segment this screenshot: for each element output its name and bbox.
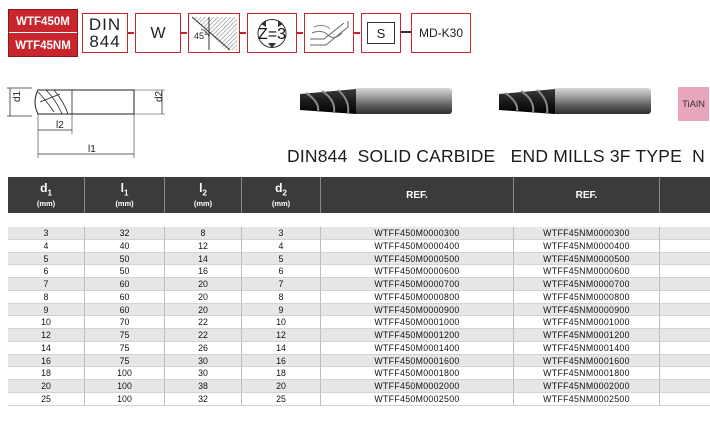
table-cell: 20 — [165, 291, 242, 304]
grade-badge — [411, 13, 471, 53]
table-cell: 4 — [8, 240, 85, 253]
table-cell: 3 — [242, 227, 321, 240]
table-cell: WTFF45NM0000800 — [514, 291, 660, 304]
table-cell-empty — [660, 240, 710, 253]
standard-label: DIN — [88, 15, 122, 34]
table-cell: 20 — [165, 278, 242, 291]
table-cell-empty — [660, 367, 710, 380]
table-cell: WTFF450M0000900 — [321, 304, 514, 317]
product-code-2: WTF45NM — [15, 40, 71, 52]
table-cell: 10 — [8, 316, 85, 329]
table-cell: 18 — [8, 367, 85, 380]
table-cell: 75 — [85, 355, 165, 368]
table-cell: 14 — [242, 342, 321, 355]
helix-badge — [188, 13, 240, 53]
table-cell: 70 — [85, 316, 165, 329]
table-cell: 22 — [165, 316, 242, 329]
table-header — [8, 177, 710, 213]
shank-badge — [135, 13, 181, 53]
table-cell: 20 — [8, 380, 85, 393]
table-row — [8, 265, 710, 278]
table-row — [8, 304, 710, 317]
flutes-label: Z=3 — [257, 25, 287, 43]
table-cell: WTFF45NM0001000 — [514, 316, 660, 329]
table-cell: WTFF450M0000300 — [321, 227, 514, 240]
table-cell: 30 — [165, 355, 242, 368]
tolerance-connector — [401, 31, 411, 33]
table-cell: 100 — [85, 367, 165, 380]
table-cell: 8 — [165, 227, 242, 240]
three-flute-icon — [249, 15, 295, 52]
shank-label: W — [150, 24, 166, 42]
table-cell: 7 — [8, 278, 85, 291]
table-row — [8, 278, 710, 291]
table-cell-empty — [660, 393, 710, 406]
end-mill-photo-icon-2 — [495, 84, 655, 120]
profile-badge — [304, 13, 354, 53]
table-cell: 22 — [165, 329, 242, 342]
header-l1: $l_1$ (mm) — [85, 177, 165, 213]
product-heading: DIN844 SOLID CARBIDE END MILLS 3F TYPE N — [287, 146, 705, 166]
table-cell: WTFF450M0002000 — [321, 380, 514, 393]
table-cell: 26 — [165, 342, 242, 355]
coating-badge — [678, 87, 709, 121]
d1-label: d1 — [12, 90, 23, 102]
d2-label: d2 — [154, 90, 165, 102]
l2-label: l2 — [56, 120, 64, 131]
table-cell-empty — [660, 329, 710, 342]
table-cell: WTFF45NM0000900 — [514, 304, 660, 317]
table-cell: 16 — [242, 355, 321, 368]
table-cell: 25 — [242, 393, 321, 406]
table-cell: 25 — [8, 393, 85, 406]
coating-label: TiAlN — [682, 98, 705, 110]
table-cell: WTFF450M0000600 — [321, 265, 514, 278]
table-cell: WTFF450M0000500 — [321, 253, 514, 266]
table-cell-empty — [660, 355, 710, 368]
table-cell: 18 — [242, 367, 321, 380]
table-cell: WTFF45NM0001800 — [514, 367, 660, 380]
flutes-badge — [247, 13, 297, 53]
table-cell-empty — [660, 278, 710, 291]
table-cell: WTFF45NM0000700 — [514, 278, 660, 291]
table-row — [8, 291, 710, 304]
header-ref-450m: REF. — [321, 177, 514, 213]
table-cell-empty — [660, 291, 710, 304]
tool-drawing-icon — [2, 78, 172, 164]
header-d2: $d_2$ (mm) — [242, 177, 321, 213]
helix-angle-icon — [190, 15, 239, 52]
table-cell-empty — [660, 304, 710, 317]
table-cell: 6 — [8, 265, 85, 278]
table-cell: 32 — [165, 393, 242, 406]
tolerance-badge — [361, 13, 401, 53]
end-mill-photo-icon — [296, 84, 456, 120]
table-cell: WTFF45NM0001200 — [514, 329, 660, 342]
table-cell: 12 — [8, 329, 85, 342]
table-cell: 9 — [8, 304, 85, 317]
table-cell: 20 — [242, 380, 321, 393]
table-cell: 20 — [165, 304, 242, 317]
table-cell: 38 — [165, 380, 242, 393]
table-cell: WTFF45NM0002000 — [514, 380, 660, 393]
table-cell: 8 — [8, 291, 85, 304]
table-cell: 9 — [242, 304, 321, 317]
product-code-badge — [8, 9, 78, 57]
table-row — [8, 355, 710, 368]
table-cell: 8 — [242, 291, 321, 304]
table-cell: 100 — [85, 393, 165, 406]
table-cell: 12 — [165, 240, 242, 253]
table-row — [8, 367, 710, 380]
grade-label: MD-K30 — [418, 25, 463, 40]
table-cell: 4 — [242, 240, 321, 253]
table-body — [8, 227, 710, 406]
table-cell: 60 — [85, 304, 165, 317]
table-cell-empty — [660, 380, 710, 393]
header-spare — [660, 177, 710, 213]
table-cell: WTFF45NM0000500 — [514, 253, 660, 266]
table-cell-empty — [660, 316, 710, 329]
table-cell: 5 — [242, 253, 321, 266]
table-cell: 60 — [85, 291, 165, 304]
table-row — [8, 227, 710, 240]
table-cell: 12 — [242, 329, 321, 342]
table-cell: 5 — [8, 253, 85, 266]
table-cell: 16 — [165, 265, 242, 278]
table-cell-empty — [660, 227, 710, 240]
table-row — [8, 316, 710, 329]
header-ref-45nm: REF. — [514, 177, 660, 213]
table-cell: WTFF450M0001600 — [321, 355, 514, 368]
standard-number: 844 — [89, 32, 121, 51]
table-row — [8, 253, 710, 266]
table-cell: WTFF45NM0002500 — [514, 393, 660, 406]
table-cell: WTFF45NM0000600 — [514, 265, 660, 278]
table-cell: WTFF450M0001400 — [321, 342, 514, 355]
table-cell: WTFF45NM0000400 — [514, 240, 660, 253]
table-cell: 32 — [85, 227, 165, 240]
table-cell: 10 — [242, 316, 321, 329]
table-cell: WTFF450M0001800 — [321, 367, 514, 380]
table-cell: 6 — [242, 265, 321, 278]
table-cell: 40 — [85, 240, 165, 253]
table-cell: WTFF45NM0001400 — [514, 342, 660, 355]
table-cell: 3 — [8, 227, 85, 240]
product-code-1: WTF450M — [16, 16, 70, 28]
table-cell-empty — [660, 265, 710, 278]
table-cell: 14 — [8, 342, 85, 355]
table-cell: 100 — [85, 380, 165, 393]
end-mill-profile-icon — [306, 15, 352, 52]
l1-label: l1 — [88, 144, 96, 155]
table-cell: 7 — [242, 278, 321, 291]
table-cell: 60 — [85, 278, 165, 291]
table-row — [8, 240, 710, 253]
table-row — [8, 342, 710, 355]
header-l2: $l_2$ (mm) — [165, 177, 242, 213]
table-cell: WTFF45NM0001600 — [514, 355, 660, 368]
table-cell: 16 — [8, 355, 85, 368]
tolerance-label: S — [376, 25, 386, 41]
table-cell: 14 — [165, 253, 242, 266]
table-cell: 75 — [85, 329, 165, 342]
table-cell-empty — [660, 342, 710, 355]
table-row — [8, 329, 710, 342]
table-cell: WTFF45NM0000300 — [514, 227, 660, 240]
table-row — [8, 393, 710, 406]
table-cell: WTFF450M0001200 — [321, 329, 514, 342]
table-cell: WTFF450M0002500 — [321, 393, 514, 406]
table-cell: WTFF450M0000700 — [321, 278, 514, 291]
table-cell: 30 — [165, 367, 242, 380]
standard-badge — [82, 13, 128, 53]
table-cell-empty — [660, 253, 710, 266]
table-cell: WTFF450M0000400 — [321, 240, 514, 253]
table-cell: 50 — [85, 253, 165, 266]
table-cell: WTFF450M0001000 — [321, 316, 514, 329]
table-cell: 75 — [85, 342, 165, 355]
header-d1: $d_1$ (mm) — [8, 177, 85, 213]
table-row — [8, 380, 710, 393]
table-cell: 50 — [85, 265, 165, 278]
helix-angle-label: 45° — [193, 30, 208, 41]
table-cell: WTFF450M0000800 — [321, 291, 514, 304]
